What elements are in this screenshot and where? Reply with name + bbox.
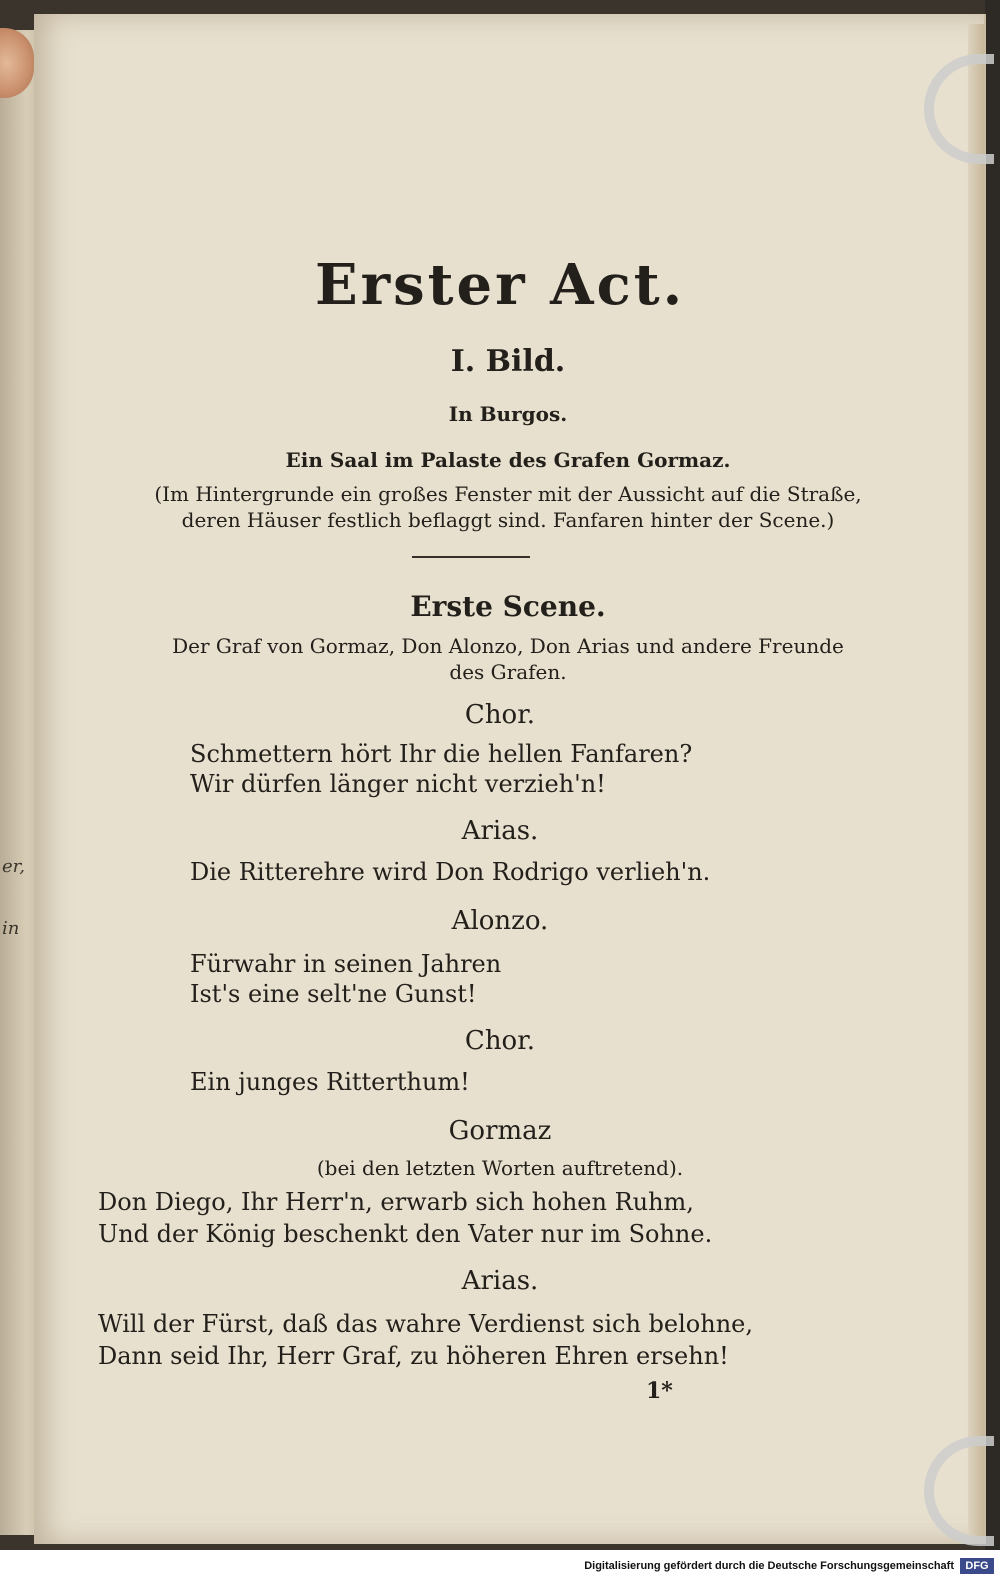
page-clip-top <box>924 54 994 164</box>
verse-line: Die Ritterehre wird Don Rodrigo verlieh'n. <box>190 858 711 886</box>
stage-direction-line: deren Häuser festlich beflaggt sind. Fanfaren hinter der Scene.) <box>181 508 835 532</box>
verse-line: Ist's eine selt'ne Gunst! <box>190 980 477 1008</box>
verse-line: Wir dürfen länger nicht verzieh'n! <box>190 770 606 798</box>
speaker-name: Arias. <box>461 816 539 846</box>
verse-line: Fürwahr in seinen Jahren <box>190 950 502 978</box>
verse-line: Dann seid Ihr, Herr Graf, zu höheren Ehren ersehn! <box>98 1342 729 1370</box>
scene-title: Erste Scene. <box>410 590 606 623</box>
location-heading: In Burgos. <box>448 402 568 426</box>
speaker-name: Chor. <box>464 1026 536 1056</box>
verse-line: Ein junges Ritterthum! <box>190 1068 470 1096</box>
verse-line: Don Diego, Ihr Herr'n, erwarb sich hohen Ruhm, <box>98 1188 694 1216</box>
speaker-name: Alonzo. <box>451 906 549 936</box>
previous-page-fragment: er, <box>2 856 26 877</box>
verse-line: Will der Fürst, daß das wahre Verdienst sich belohne, <box>98 1310 753 1338</box>
bild-heading: I. Bild. <box>450 344 566 379</box>
act-title: Erster Act. <box>314 252 686 318</box>
page-number: 1* <box>646 1378 673 1404</box>
stage-direction: (bei den letzten Worten auftretend). <box>316 1156 684 1180</box>
verse-line: Und der König beschenkt den Vater nur im Sohne. <box>98 1220 713 1248</box>
previous-page-fragment: in <box>2 918 20 939</box>
setting-heading: Ein Saal im Palaste des Grafen Gormaz. <box>285 448 731 472</box>
funding-notice: Digitalisierung gefördert durch die Deutsche Forschungsgemeinschaft <box>584 1560 954 1572</box>
speaker-name: Gormaz <box>448 1116 552 1146</box>
footer-bar <box>0 1550 1000 1583</box>
verse-line: Schmettern hört Ihr die hellen Fanfaren? <box>190 740 693 768</box>
persons-line: des Grafen. <box>449 660 567 684</box>
page-clip-bottom <box>924 1436 994 1546</box>
persons-line: Der Graf von Gormaz, Don Alonzo, Don Arias und andere Freunde <box>172 634 844 658</box>
stage-direction-line: (Im Hintergrunde ein großes Fenster mit der Aussicht auf die Straße, <box>154 482 862 506</box>
dfg-logo-icon: DFG <box>960 1558 994 1574</box>
section-divider <box>412 556 530 558</box>
speaker-name: Chor. <box>464 700 536 730</box>
speaker-name: Arias. <box>461 1266 539 1296</box>
